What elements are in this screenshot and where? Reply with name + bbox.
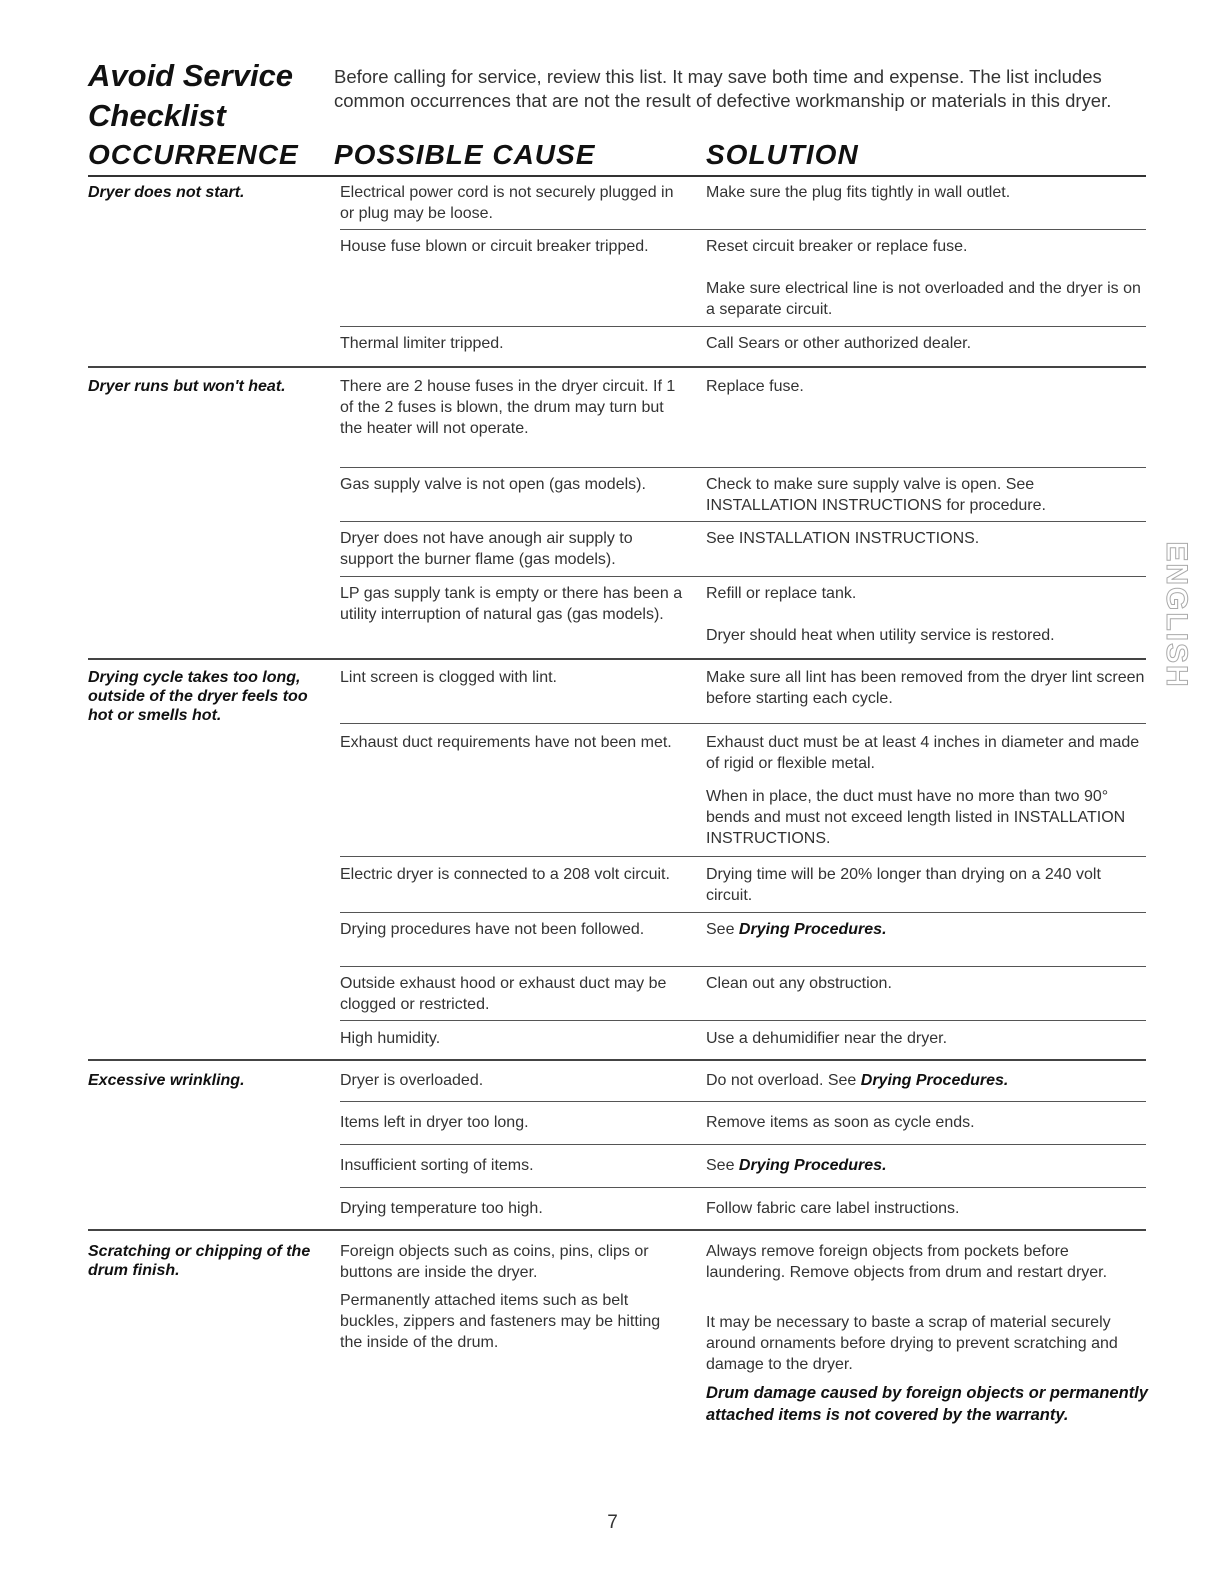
cause-text: Exhaust duct requirements have not been met. bbox=[340, 734, 672, 751]
solution-text: Use a dehumidifier near the dryer. bbox=[706, 1030, 948, 1047]
solution-prefix: See bbox=[706, 1157, 739, 1174]
solution-text: Dryer should heat when utility service is restored. bbox=[706, 627, 1055, 644]
divider bbox=[340, 576, 1146, 577]
drying-procedures-reference: Drying Procedures. bbox=[738, 1157, 887, 1174]
english-vertical-label-icon bbox=[1158, 540, 1192, 690]
cause-text: House fuse blown or circuit breaker tripped. bbox=[340, 238, 649, 255]
solution-text: Clean out any obstruction. bbox=[706, 975, 892, 992]
header-solution: SOLUTION bbox=[706, 139, 859, 170]
divider bbox=[340, 1101, 1146, 1102]
divider bbox=[340, 912, 1146, 913]
header-cause: POSSIBLE CAUSE bbox=[334, 139, 596, 170]
side-language-label bbox=[1158, 540, 1192, 690]
solution-text: Call Sears or other authorized dealer. bbox=[706, 335, 972, 352]
solution-text: Make sure electrical line is not overloaded and the dryer is on a separate circuit. bbox=[706, 280, 1141, 318]
cause-text: Insufficient sorting of items. bbox=[340, 1157, 534, 1174]
section-divider bbox=[88, 1229, 1146, 1231]
section-divider bbox=[88, 1059, 1146, 1061]
cause-text: Thermal limiter tripped. bbox=[340, 335, 504, 352]
section-divider bbox=[88, 658, 1146, 660]
cause-text: Drying temperature too high. bbox=[340, 1200, 543, 1217]
title-line-1: Avoid Service bbox=[88, 58, 294, 93]
cause-text: Foreign objects such as coins, pins, clips or buttons are inside the dryer. bbox=[340, 1243, 649, 1281]
cause-text: Items left in dryer too long. bbox=[340, 1114, 529, 1131]
solution-text bbox=[706, 1070, 1148, 1091]
solution-text: Exhaust duct must be at least 4 inches in diameter and made of rigid or flexible metal. bbox=[706, 734, 1140, 772]
divider bbox=[340, 1144, 1146, 1145]
side-label-text: ENGLISH bbox=[1160, 541, 1192, 689]
cause-text: Outside exhaust hood or exhaust duct may be clogged or restricted. bbox=[340, 975, 667, 1013]
solution-text: Always remove foreign objects from pockets before laundering. Remove objects from drum and restart dryer. bbox=[706, 1243, 1108, 1281]
divider bbox=[340, 326, 1146, 327]
occurrence-label: Dryer runs but won't heat. bbox=[88, 378, 286, 395]
solution-text: When in place, the duct must have no more than two 90° bends and must not exceed length listed in INSTALLATION INSTRUCTIONS. bbox=[706, 788, 1126, 847]
solution-text: Drying time will be 20% longer than drying on a 240 volt circuit. bbox=[706, 866, 1101, 904]
divider bbox=[340, 467, 1146, 468]
solution-text bbox=[706, 919, 1148, 940]
cause-text: High humidity. bbox=[340, 1030, 441, 1047]
cause-text: Gas supply valve is not open (gas models). bbox=[340, 476, 646, 493]
divider bbox=[340, 1187, 1146, 1188]
cause-text: Electrical power cord is not securely plugged in or plug may be loose. bbox=[340, 184, 674, 222]
warranty-warning: Drum damage caused by foreign objects or permanently attached items is not covered by the warranty. bbox=[706, 1384, 1148, 1424]
cause-text: LP gas supply tank is empty or there has been a utility interruption of natural gas (gas models). bbox=[340, 585, 683, 623]
solution-prefix: See bbox=[706, 921, 739, 938]
column-headers bbox=[88, 139, 1146, 177]
cause-text: Permanently attached items such as belt buckles, zippers and fasteners may be hitting the inside of the drum. bbox=[340, 1292, 661, 1351]
cause-text: There are 2 house fuses in the dryer circuit. If 1 of the 2 fuses is blown, the drum may turn but the heater will not operate. bbox=[340, 378, 676, 437]
solution-text: Reset circuit breaker or replace fuse. bbox=[706, 238, 968, 255]
occurrence-label: Scratching or chipping of the drum finish. bbox=[88, 1243, 311, 1279]
cause-text: Dryer is overloaded. bbox=[340, 1072, 484, 1089]
solution-text: Make sure all lint has been removed from the dryer lint screen before starting each cycle. bbox=[706, 669, 1145, 707]
page-number: 7 bbox=[607, 1512, 618, 1533]
section-divider bbox=[88, 366, 1146, 368]
solution-text: Check to make sure supply valve is open. See INSTALLATION INSTRUCTIONS for procedure. bbox=[706, 476, 1046, 514]
divider bbox=[340, 1020, 1146, 1021]
occurrence-label: Excessive wrinkling. bbox=[88, 1072, 245, 1089]
cause-text: Electric dryer is connected to a 208 volt circuit. bbox=[340, 866, 670, 883]
divider bbox=[340, 856, 1146, 857]
divider bbox=[340, 521, 1146, 522]
drying-procedures-reference: Drying Procedures. bbox=[738, 921, 887, 938]
drying-procedures-reference: Drying Procedures. bbox=[860, 1072, 1009, 1089]
divider bbox=[340, 966, 1146, 967]
divider bbox=[340, 229, 1146, 230]
solution-text bbox=[706, 1155, 1148, 1176]
solution-text: Follow fabric care label instructions. bbox=[706, 1200, 960, 1217]
occurrence-label: Drying cycle takes too long, outside of the dryer feels too hot or smells hot. bbox=[88, 669, 308, 724]
cause-text: Drying procedures have not been followed. bbox=[340, 921, 645, 938]
solution-text: See INSTALLATION INSTRUCTIONS. bbox=[706, 530, 980, 547]
solution-text: Refill or replace tank. bbox=[706, 585, 857, 602]
solution-prefix: Do not overload. See bbox=[706, 1072, 861, 1089]
solution-text: Remove items as soon as cycle ends. bbox=[706, 1114, 975, 1131]
solution-text: Make sure the plug fits tightly in wall outlet. bbox=[706, 184, 1011, 201]
cause-text: Lint screen is clogged with lint. bbox=[340, 669, 557, 686]
header-occurrence: OCCURRENCE bbox=[88, 139, 299, 170]
solution-text: It may be necessary to baste a scrap of material securely around ornaments before drying to prevent scratching and damage to the dryer. bbox=[706, 1314, 1118, 1373]
divider bbox=[340, 723, 1146, 724]
cause-text: Dryer does not have anough air supply to support the burner flame (gas models). bbox=[340, 530, 633, 568]
intro-text: Before calling for service, review this list. It may save both time and expense. The list includes common occurrences that are not the result of defective workmanship or materials in this dryer. bbox=[334, 66, 1112, 111]
occurrence-label: Dryer does not start. bbox=[88, 184, 245, 201]
title-line-2: Checklist bbox=[88, 98, 226, 133]
page-title bbox=[88, 56, 293, 136]
solution-text: Replace fuse. bbox=[706, 378, 804, 395]
